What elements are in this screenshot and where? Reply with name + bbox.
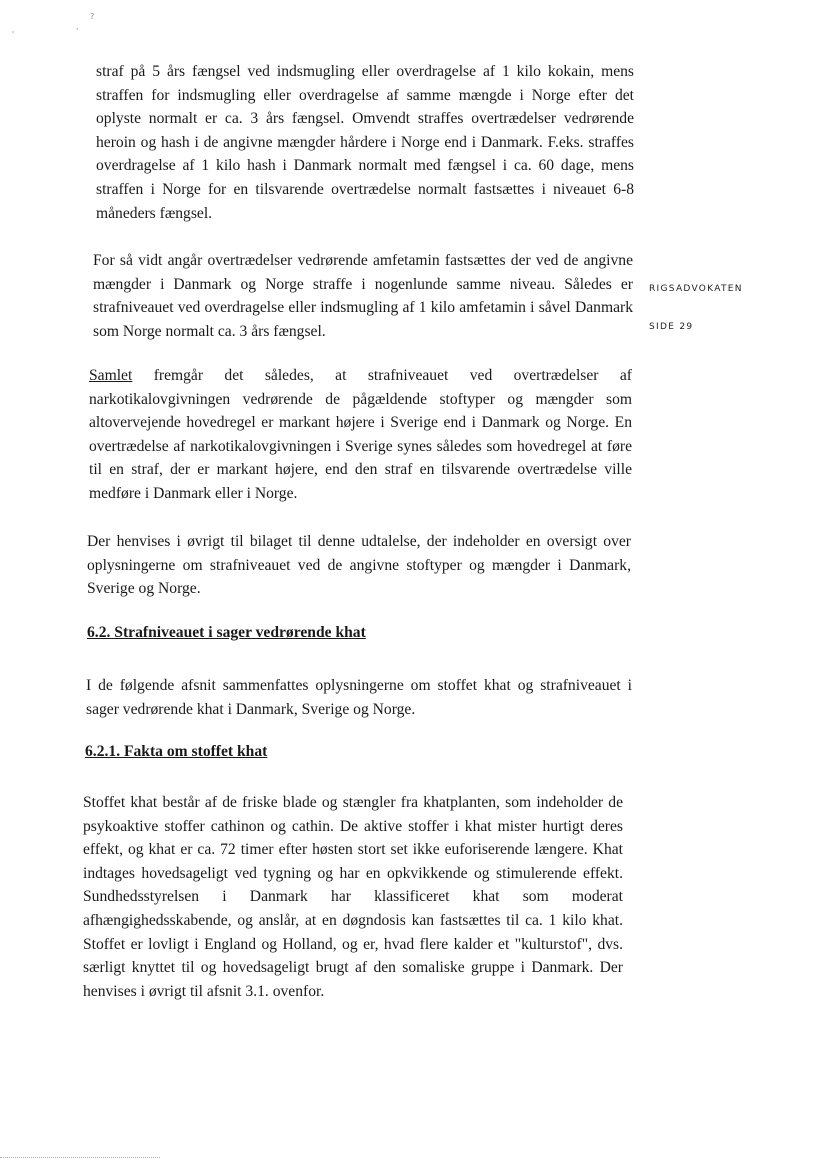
paragraph-appendix-reference: Der henvises i øvrigt til bilaget til denne udtalelse, der indeholder en oversigt over oplysningerne om strafniveauet ved de angivne stoftyper og mængder i Danmark, Sverige og Norge. (87, 533, 631, 598)
paragraph-summary (89, 364, 632, 506)
page-number: SIDE 29 (649, 322, 694, 332)
scan-mark: ' (12, 30, 15, 39)
summary-lead-word: Samlet (89, 367, 133, 384)
summary-text: fremgår det således, at strafniveauet ved overtrædelser af narkotikalovgivningen vedrørende de pågældende stoftyper og mængder som altovervejende hovedregel er markant højere i Sverige end i Danmark og Norge. En overtrædelse af narkotikalovgivningen i Sverige synes således som hovedregel at føre til en straf, der er markant højere, end den straf en tilsvarende overtrædelse ville medføre i Danmark eller i Norge. (89, 367, 632, 502)
paragraph-drug-comparison: straf på 5 års fængsel ved indsmugling eller overdragelse af 1 kilo kokain, mens straffen for indsmugling eller overdragelse af samme mængde i Norge efter det oplyste normalt er ca. 3 års fængsel. Omvendt straffes overtrædelser vedrørende heroin og hash i de angivne mængder hårdere i Norge end i Danmark. F.eks. straffes overdragelse af 1 kilo hash i Danmark normalt med fængsel i ca. 60 dage, mens straffen i Norge for en tilsvarende overtrædelse normalt fastsættes i niveauet 6-8 måneders fængsel. (96, 63, 634, 222)
section-heading-6-2-1: 6.2.1. Fakta om stoffet khat (85, 743, 268, 760)
paragraph-khat-intro: I de følgende afsnit sammenfattes oplysningerne om stoffet khat og strafniveauet i sager vedrørende khat i Danmark, Sverige og Norge. (86, 677, 632, 718)
scan-edge-line (0, 1157, 160, 1158)
scan-mark: , (76, 22, 79, 31)
section-heading-6-2: 6.2. Strafniveauet i sager vedrørende khat (87, 624, 366, 641)
paragraph-amphetamine: For så vidt angår overtrædelser vedrørende amfetamin fastsættes der ved de angivne mængder i Danmark og Norge straffe i nogenlunde samme niveau. Således er strafniveauet ved overdragelse eller indsmugling af 1 kilo amfetamin i såvel Danmark som Norge normalt ca. 3 års fængsel. (93, 252, 633, 340)
paragraph-khat-facts: Stoffet khat består af de friske blade og stængler fra khatplanten, som indeholder de psykoaktive stoffer cathinon og cathin. De aktive stoffer i khat mister hurtigt deres effekt, og khat er ca. 72 timer efter høsten stort set ikke euforiserende længere. Khat indtages hovedsageligt ved tygning og har en opkvikkende og stimulerende effekt. Sundhedsstyrelsen i Danmark har klassificeret khat som moderat afhængighedsskabende, og anslår, at en døgndosis kan fastsættes til ca. 1 kilo khat. Stoffet er lovligt i England og Holland, og er, hvad flere kalder et "kulturstof", dvs. særligt knyttet til og hovedsageligt brugt af den somaliske gruppe i Danmark. Der henvises i øvrigt til afsnit 3.1. ovenfor. (83, 794, 623, 1000)
scan-mark: ? (90, 12, 95, 21)
organization-label: RIGSADVOKATEN (649, 284, 743, 294)
